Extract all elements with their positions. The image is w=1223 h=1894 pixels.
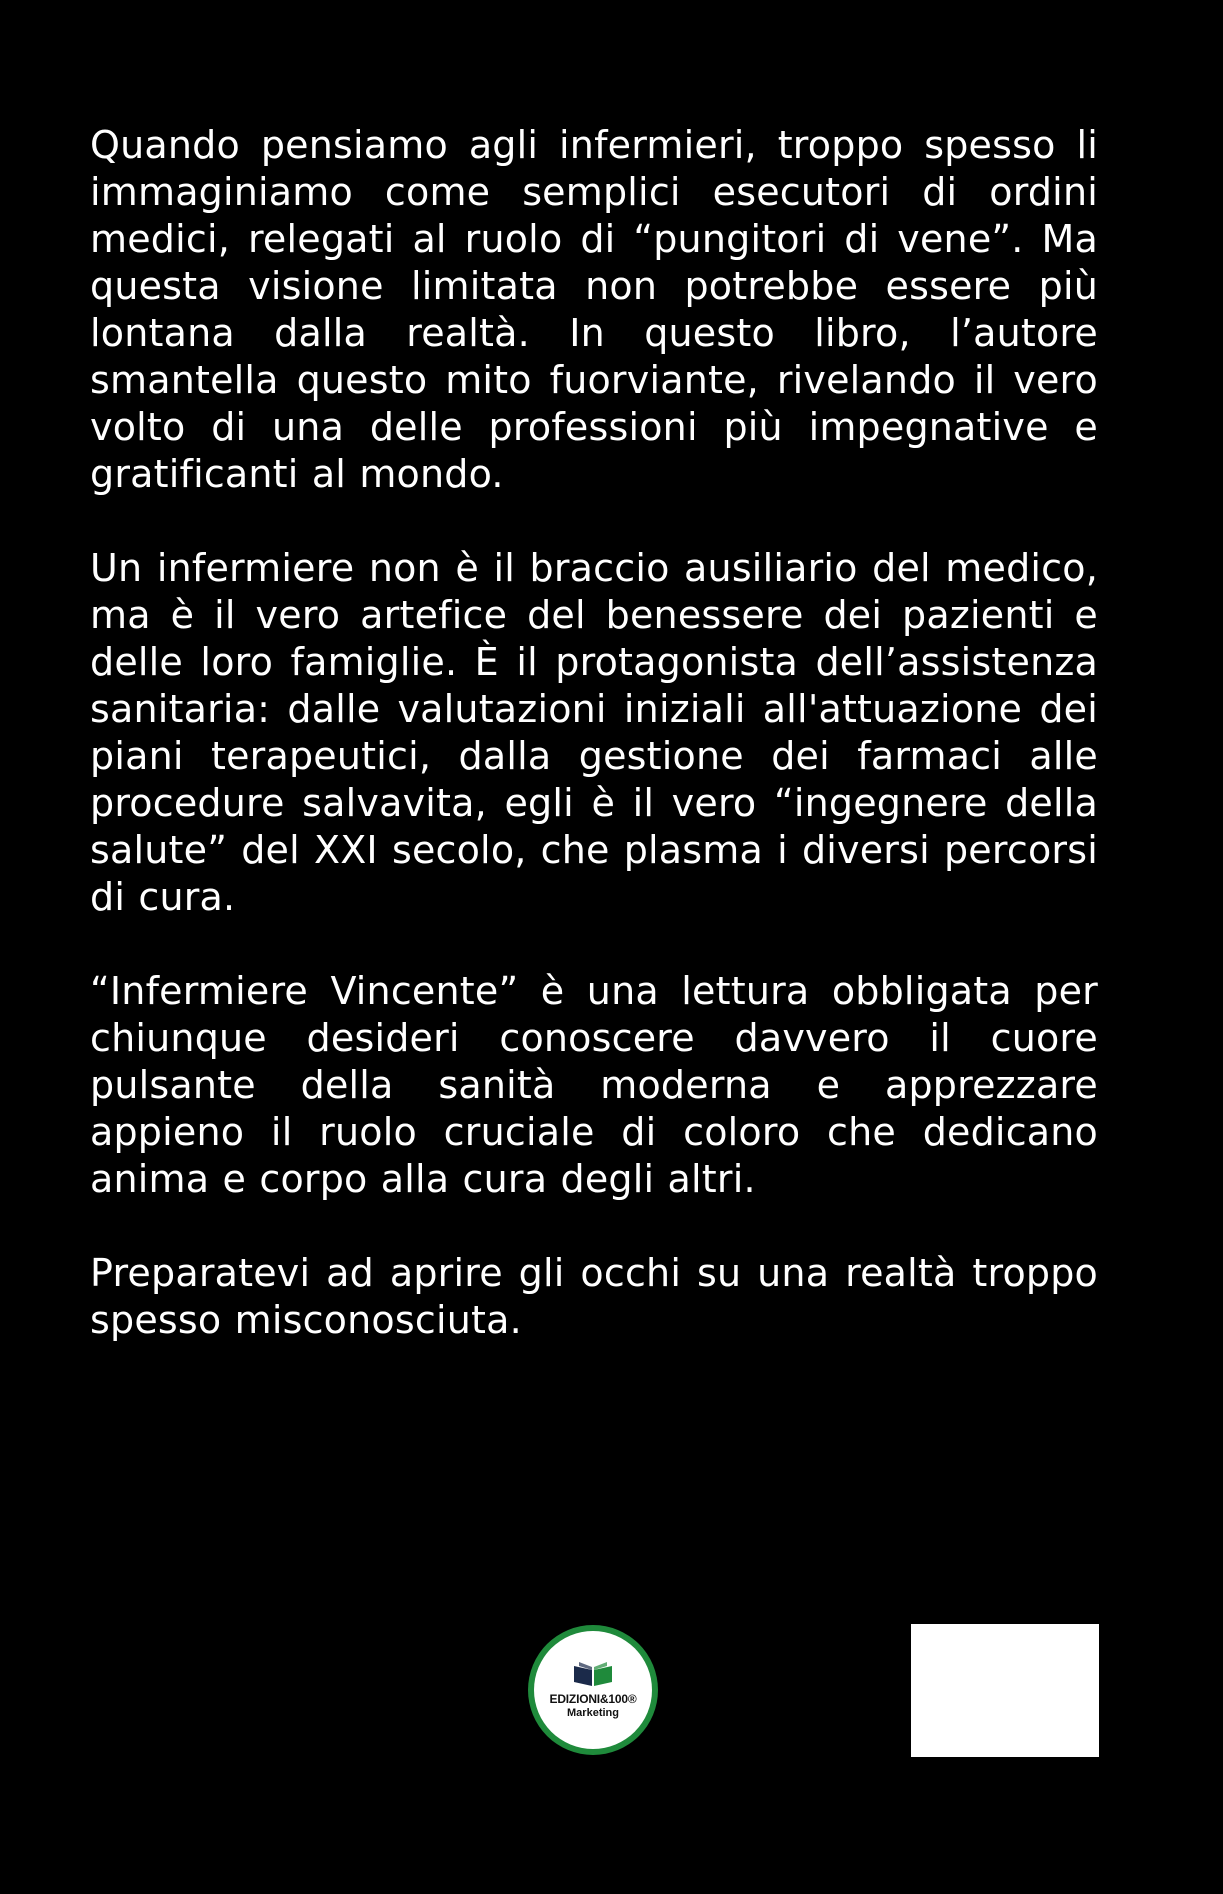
barcode-area	[911, 1624, 1099, 1757]
paragraph-closing: Preparatevi ad aprire gli occhi su una realtà troppo spesso misconosciuta.	[90, 1251, 1098, 1342]
open-book-icon	[571, 1660, 615, 1688]
back-cover-text	[90, 122, 1098, 1391]
publisher-sub: Marketing	[567, 1707, 619, 1719]
publisher-logo	[528, 1625, 658, 1755]
publisher-logo-badge	[534, 1631, 652, 1749]
paragraph-intro: Quando pensiamo agli infermieri, troppo spesso li immaginiamo come semplici esecutori di ordini medici, relegati al ruolo di “pungitori di vene”. Ma questa visione limitata non potrebbe essere più lontana dalla realtà. In questo libro, l’autore smantella questo mito fuorviante, rivelando il vero volto di una delle professioni più impegnative e gratificanti al mondo.	[90, 123, 1098, 496]
publisher-name: EDIZIONI&100®	[549, 1692, 637, 1706]
paragraph-role: Un infermiere non è il braccio ausiliario del medico, ma è il vero artefice del benessere dei pazienti e delle loro famiglie. È il protagonista dell’assistenza sanitaria: dalle valutazioni iniziali all'attuazione dei piani terapeutici, dalla gestione dei farmaci alle procedure salvavita, egli è il vero “ingegnere della salute” del XXI secolo, che plasma i diversi percorsi di cura.	[90, 546, 1098, 919]
paragraph-recommendation: “Infermiere Vincente” è una lettura obbligata per chiunque desideri conoscere davvero il cuore pulsante della sanità moderna e apprezzare appieno il ruolo cruciale di coloro che dedicano anima e corpo alla cura degli altri.	[90, 969, 1098, 1201]
